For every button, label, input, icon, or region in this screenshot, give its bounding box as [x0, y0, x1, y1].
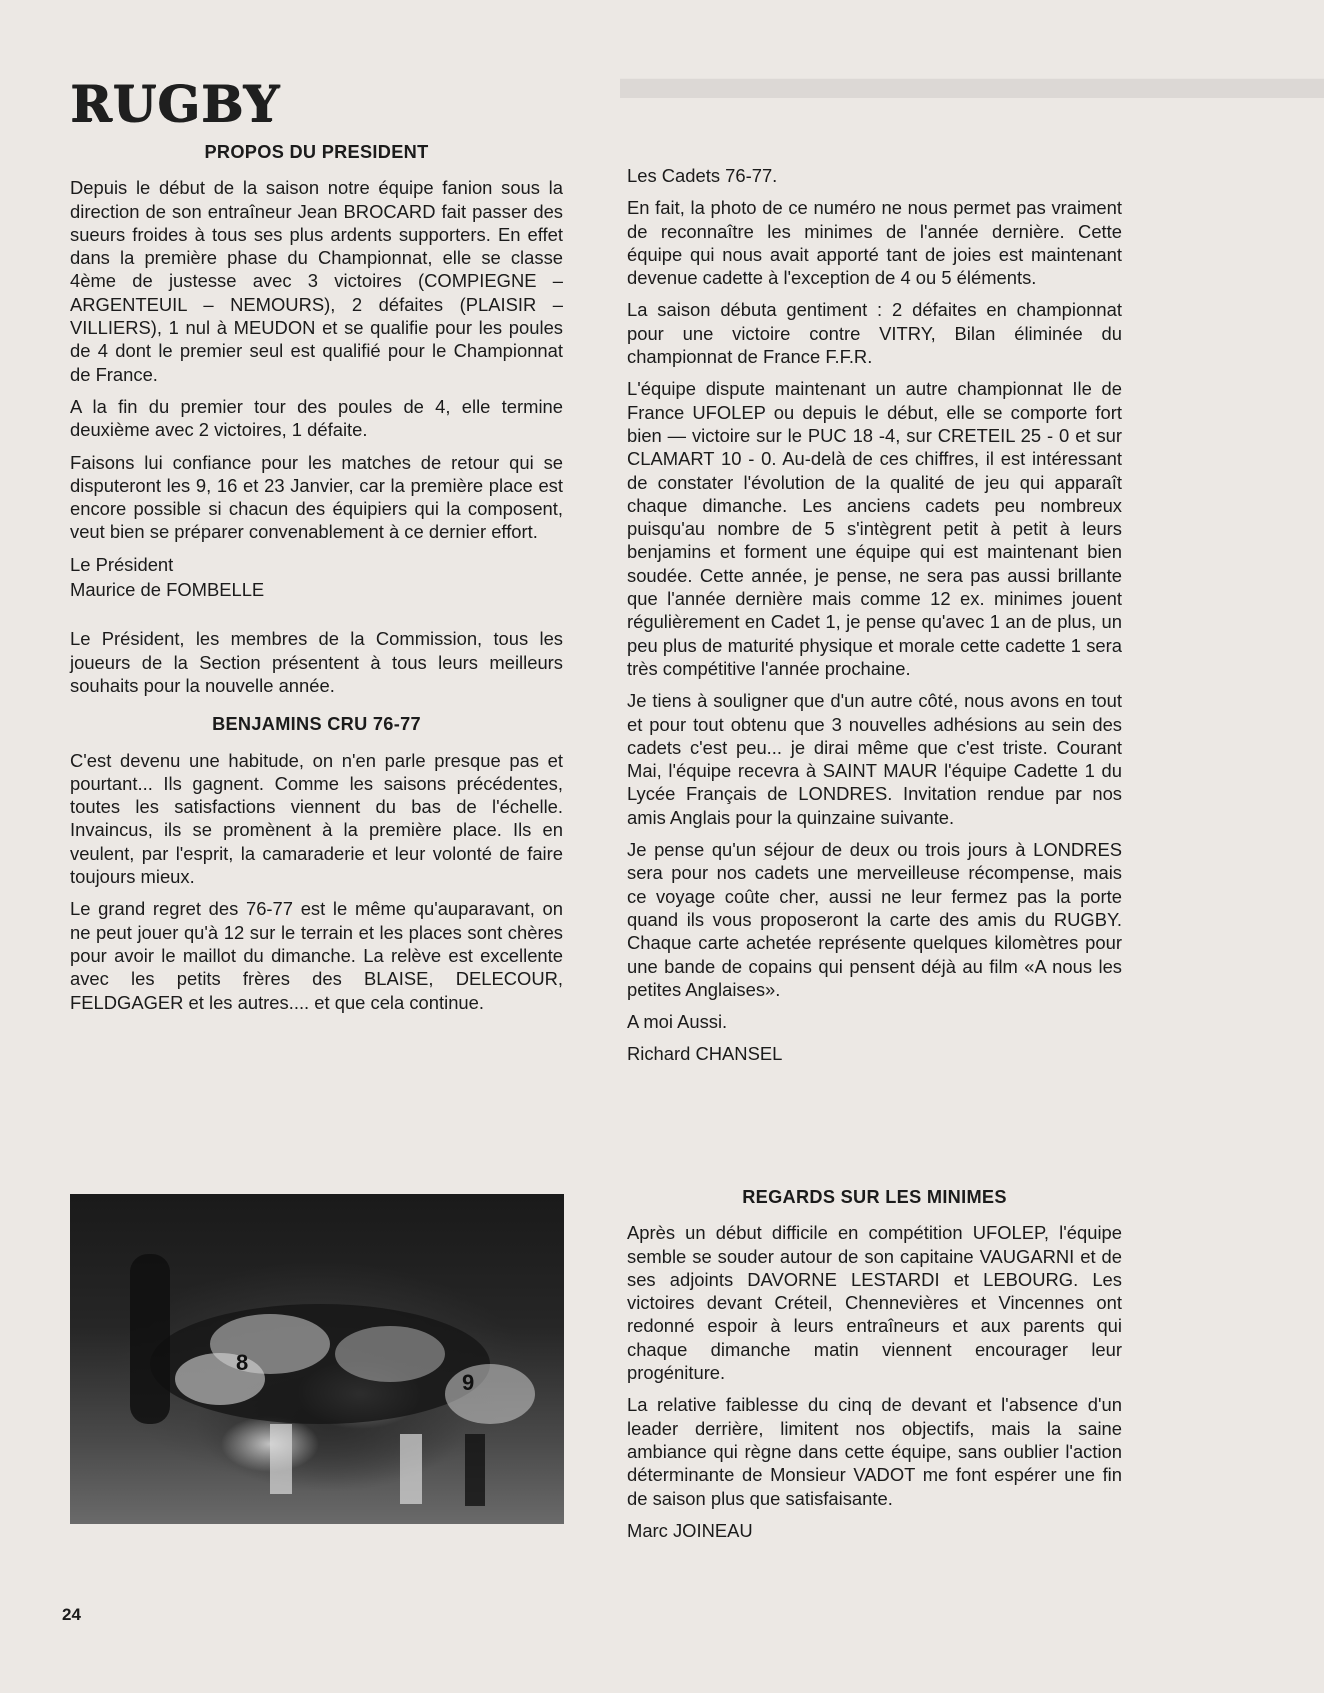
- rugby-scrum-photo: [70, 1194, 564, 1524]
- cadets-paragraph-1: En fait, la photo de ce numéro ne nous permet pas vraiment de reconnaître les minimes de l'année dernière. Cette équipe qui nous avait apporté tant de joies est maintenant devenue cadette à l'exception de 4 ou 5 éléments.: [627, 197, 1122, 289]
- minimes-column: [627, 1186, 1122, 1551]
- heading-benjamins: BENJAMINS CRU 76-77: [212, 714, 421, 735]
- cadets-paragraph-4: Je tiens à souligner que d'un autre côté, nous avons en tout et pour tout obtenu que 3 nouvelles adhésions au sein des cadets c'est peu... je dirai même que c'est triste. Courant Mai, l'équipe recevra à SAINT MAUR l'équipe Cadette 1 du Lycée Français de LONDRES. Invitation rendue par nos amis Anglais pour la quinzaine suivante.: [627, 690, 1122, 828]
- benjamins-paragraph-1: C'est devenu une habitude, on n'en parle presque pas et pourtant... Ils gagnent. Comme les saisons précédentes, toutes les satisfactions viennent du bas de l'échelle. Invaincus, ils se promènent à la première place. Ils en veulent, par l'esprit, la camaraderie et leur volonté de faire toujours mieux.: [70, 749, 563, 888]
- minimes-paragraph-2: La relative faiblesse du cinq de devant et l'absence d'un leader derrière, limitent nos objectifs, mais la saine ambiance qui règne dans cette équipe, sans oublier l'action déterminante de Monsieur VADOT me font espérer une fin de saison plus que satisfaisante.: [627, 1394, 1122, 1509]
- cadets-intro: Les Cadets 76-77.: [627, 165, 778, 186]
- left-column: [70, 141, 563, 1023]
- minimes-paragraph-1: Après un début difficile en compétition UFOLEP, l'équipe semble se souder autour de son capitaine VAUGARNI et de ses adjoints DAVORNE LESTARDI et LEBOURG. Les victoires devant Créteil, Chennevières et Vincennes ont redonné espoir à leurs entraîneurs et aux parents qui chaque dimanche matin viennent encourager leur progéniture.: [627, 1222, 1122, 1384]
- jersey-number-9: 9: [462, 1370, 475, 1395]
- cadets-paragraph-5: Je pense qu'un séjour de deux ou trois jours à LONDRES sera pour nos cadets une merveilleuse récompense, mais ce voyage coûte cher, aussi ne leur fermez pas la porte quand ils vous proposeront la carte des amis du RUGBY. Chaque carte achetée représente quelques kilomètres pour une bande de copains qui pensent déjà au film «A nous les petites Anglaises».: [627, 839, 1122, 1000]
- president-paragraph-3: Faisons lui confiance pour les matches de retour qui se disputeront les 9, 16 et 23 Janvier, car la première place est encore possible si chacun des équipiers qui la composent, veut bien se préparer convenablement à ce dernier effort.: [70, 451, 563, 543]
- jersey-number-8: 8: [236, 1350, 249, 1375]
- heading-minimes: REGARDS SUR LES MINIMES: [742, 1187, 1007, 1207]
- cadets-paragraph-2: La saison débuta gentiment : 2 défaites en championnat pour une victoire contre VITRY, Bilan éliminée du championnat de France F.F.R.: [627, 299, 1122, 368]
- president-paragraph-1: Depuis le début de la saison notre équipe fanion sous la direction de son entraîneur Jean BROCARD fait passer des sueurs froides à tous ses plus ardents supporters. En effet dans la première phase du Championnat, elle se classe 4ème de justesse avec 3 victoires (COMPIEGNE – ARGENTEUIL – NEMOURS), 2 défaites (PLAISIR – VILLIERS), 1 nul à MEUDON et se qualifie pour les poules de 4 dont le premier seul est qualifié pour le Championnat de France.: [70, 177, 563, 385]
- bleed-through-shadow: ▬▬▬▬▬▬▬▬▬▬▬: [620, 41, 1324, 112]
- benjamins-paragraph-2: Le grand regret des 76-77 est le même qu'auparavant, on ne peut jouer qu'à 12 sur le terrain et les places sont chères pour avoir le maillot du dimanche. La relève est excellente avec les petits frères des BLAISE, DELECOUR, FELDGAGER et les autres.... et que cela continue.: [70, 898, 563, 1013]
- right-column: [627, 164, 1122, 1075]
- president-signature-name: Maurice de FOMBELLE: [70, 579, 265, 601]
- scrum-silhouette: [70, 1194, 564, 1524]
- page-number: 24: [62, 1605, 81, 1624]
- cadets-closing: A moi Aussi.: [627, 1011, 728, 1033]
- president-paragraph-2: A la fin du premier tour des poules de 4, elle termine deuxième avec 2 victoires, 1 défaite.: [70, 395, 563, 441]
- minimes-signature: Marc JOINEAU: [627, 1519, 753, 1541]
- heading-president: PROPOS DU PRESIDENT: [204, 142, 429, 162]
- cadets-signature: Richard CHANSEL: [627, 1043, 783, 1065]
- cadets-paragraph-3: L'équipe dispute maintenant un autre championnat Ile de France UFOLEP ou depuis le début, elle se comporte fort bien — victoire sur le PUC 18 -4, sur CRETEIL 25 - 0 et sur CLAMART 10 - 0. Au-delà de ces chiffres, il est intéressant de constater l'évolution de la qualité de jeu qui apparaît chaque dimanche. Les anciens cadets peu nombreux puisqu'au nombre de 5 s'intègrent petit à petit à leurs benjamins et forment une équipe qui est maintenant bien soudée. Cette année, je pense, ne sera pas aussi brillante que l'année dernière mais comme 12 ex. minimes jouent régulièrement en Cadet 1, je pense qu'avec 1 an de plus, un peu plus de maturité physique et morale cette cadette 1 sera très compétitive l'année prochaine.: [627, 378, 1122, 679]
- president-paragraph-4: Le Président, les membres de la Commission, tous les joueurs de la Section présentent à tous leurs meilleurs souhaits pour la nouvelle année.: [70, 628, 563, 696]
- president-signature-title: Le Président: [70, 553, 174, 575]
- section-logo-rugby: RUGBY: [70, 74, 280, 133]
